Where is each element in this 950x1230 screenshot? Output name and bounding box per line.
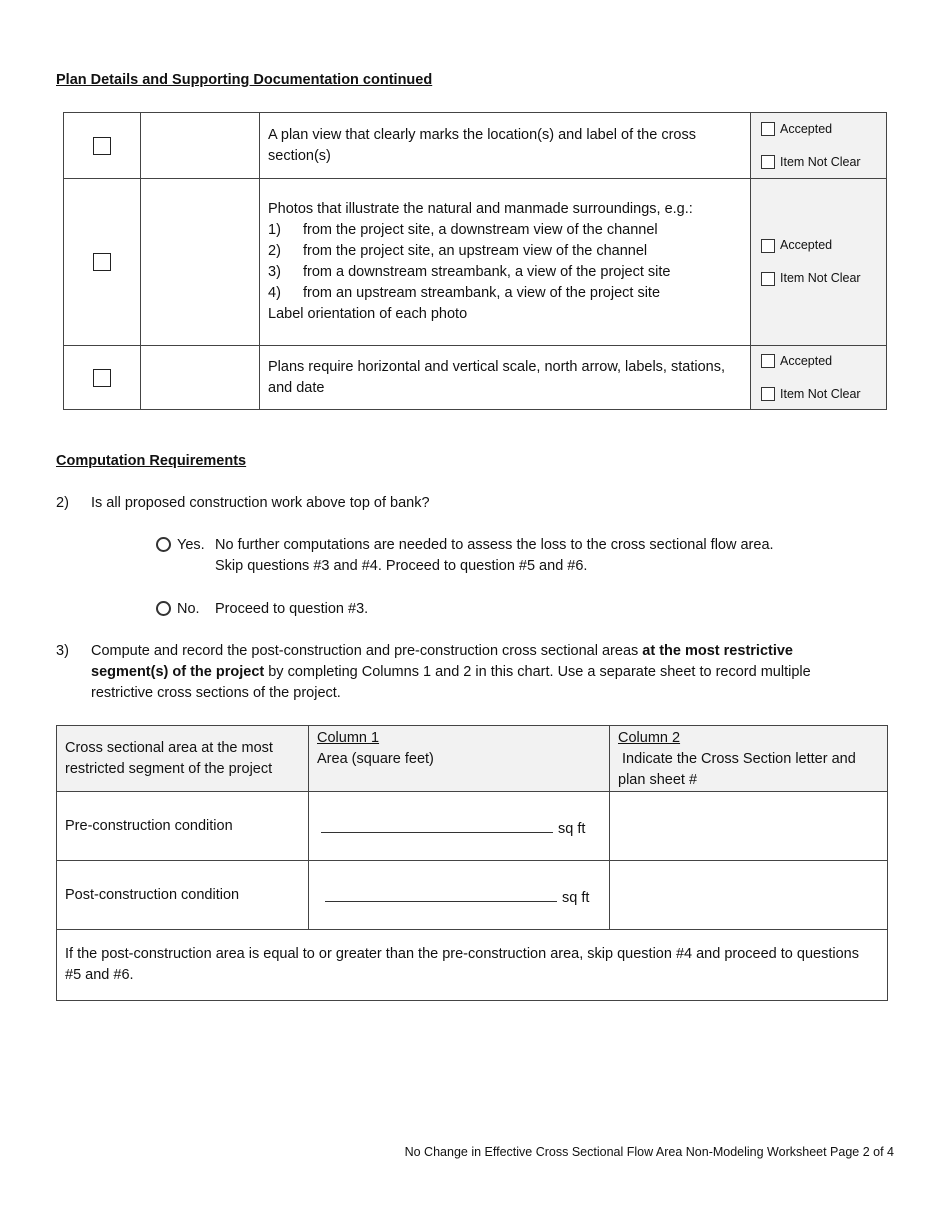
row-label: Post-construction condition (57, 861, 309, 930)
photos-intro: Photos that illustrate the natural and manmade surroundings, e.g.: (268, 201, 693, 217)
checkbox[interactable] (761, 387, 775, 401)
question-text: Is all proposed construction work above top of bank? (91, 495, 430, 511)
table-row (64, 113, 887, 179)
item-not-clear-option[interactable]: Item Not Clear (761, 386, 886, 403)
table-row (64, 179, 887, 346)
list-item: 2) from the project site, an upstream view of the channel (268, 243, 648, 259)
accepted-option[interactable]: Accepted (761, 237, 886, 254)
item-not-clear-option[interactable]: Item Not Clear (761, 270, 886, 287)
radio-label: Yes. (177, 537, 205, 553)
requirement-text: Plans require horizontal and vertical scale, north arrow, labels, stations, and date (260, 346, 751, 410)
section-heading-computation: Computation Requirements (56, 453, 247, 469)
empty-cell (141, 346, 260, 410)
item-not-clear-option[interactable]: Item Not Clear (761, 154, 886, 171)
review-options (751, 179, 887, 346)
requirement-text (260, 179, 751, 346)
table-row (64, 346, 887, 410)
row-checkbox-cell (64, 179, 141, 346)
row-label: Pre-construction condition (57, 792, 309, 861)
checkbox[interactable] (761, 272, 775, 286)
table-header-row (57, 726, 888, 792)
checkbox[interactable] (761, 354, 775, 368)
empty-cell (141, 113, 260, 179)
radio-description: Proceed to question #3. (215, 601, 369, 617)
radio-button[interactable] (156, 537, 171, 552)
radio-label: No. (177, 601, 200, 617)
checkbox[interactable] (93, 253, 111, 271)
header-cell-column-1: Column 1 Area (square feet) (309, 726, 610, 792)
question-number: 2) (56, 495, 69, 511)
empty-cell (141, 179, 260, 346)
unit-label: sq ft (562, 890, 590, 906)
unit-label: sq ft (558, 821, 586, 837)
question-number: 3) (56, 643, 69, 659)
requirement-text: A plan view that clearly marks the location(s) and label of the cross section(s) (260, 113, 751, 179)
header-cell-column-2: Column 2 Indicate the Cross Section letter and plan sheet # (610, 726, 888, 792)
row-checkbox-cell (64, 113, 141, 179)
checkbox[interactable] (761, 122, 775, 136)
page-footer: No Change in Effective Cross Sectional Flow Area Non-Modeling Worksheet Page 2 of 4 (404, 1145, 894, 1159)
yes-radio-option[interactable] (156, 535, 774, 577)
list-item: 3) from a downstream streambank, a view of the project site (268, 264, 671, 280)
accepted-option[interactable]: Accepted (761, 353, 886, 370)
plan-details-table (63, 112, 887, 410)
pre-construction-area-input[interactable] (321, 818, 553, 833)
checkbox[interactable] (93, 369, 111, 387)
photos-outro: Label orientation of each photo (268, 306, 468, 322)
post-construction-area-input[interactable] (325, 887, 557, 902)
cross-section-input-cell[interactable] (610, 861, 888, 930)
section-heading-plan-details: Plan Details and Supporting Documentation continued (56, 72, 433, 88)
question-text: Compute and record the post-construction and pre-construction cross sectional areas at the most restrictive segment(s) of the project by completing Columns 1 and 2 in this chart. Use a separate sheet to record multiple restrictive cross sections of the project. (91, 643, 811, 701)
cross-section-input-cell[interactable] (610, 792, 888, 861)
area-input-cell (309, 792, 610, 861)
table-note-row (57, 930, 888, 1001)
checkbox[interactable] (761, 239, 775, 253)
table-row (57, 792, 888, 861)
table-note: If the post-construction area is equal to or greater than the pre-construction area, skip question #4 and proceed to questions #5 and #6. (57, 930, 888, 1001)
area-input-cell (309, 861, 610, 930)
list-item: 4) from an upstream streambank, a view of the project site (268, 285, 661, 301)
review-options (751, 113, 887, 179)
radio-button[interactable] (156, 601, 171, 616)
no-radio-option[interactable] (156, 599, 368, 620)
table-row (57, 861, 888, 930)
checkbox[interactable] (761, 155, 775, 169)
list-item: 1) from the project site, a downstream view of the channel (268, 222, 658, 238)
row-checkbox-cell (64, 346, 141, 410)
accepted-option[interactable]: Accepted (761, 121, 886, 138)
radio-description: No further computations are needed to assess the loss to the cross sectional flow area. Skip questions #3 and #4. Proceed to question #5 and #6. (215, 537, 774, 574)
header-cell: Cross sectional area at the most restricted segment of the project (57, 726, 309, 792)
review-options (751, 346, 887, 410)
checkbox[interactable] (93, 137, 111, 155)
cross-section-area-table (56, 725, 888, 1001)
